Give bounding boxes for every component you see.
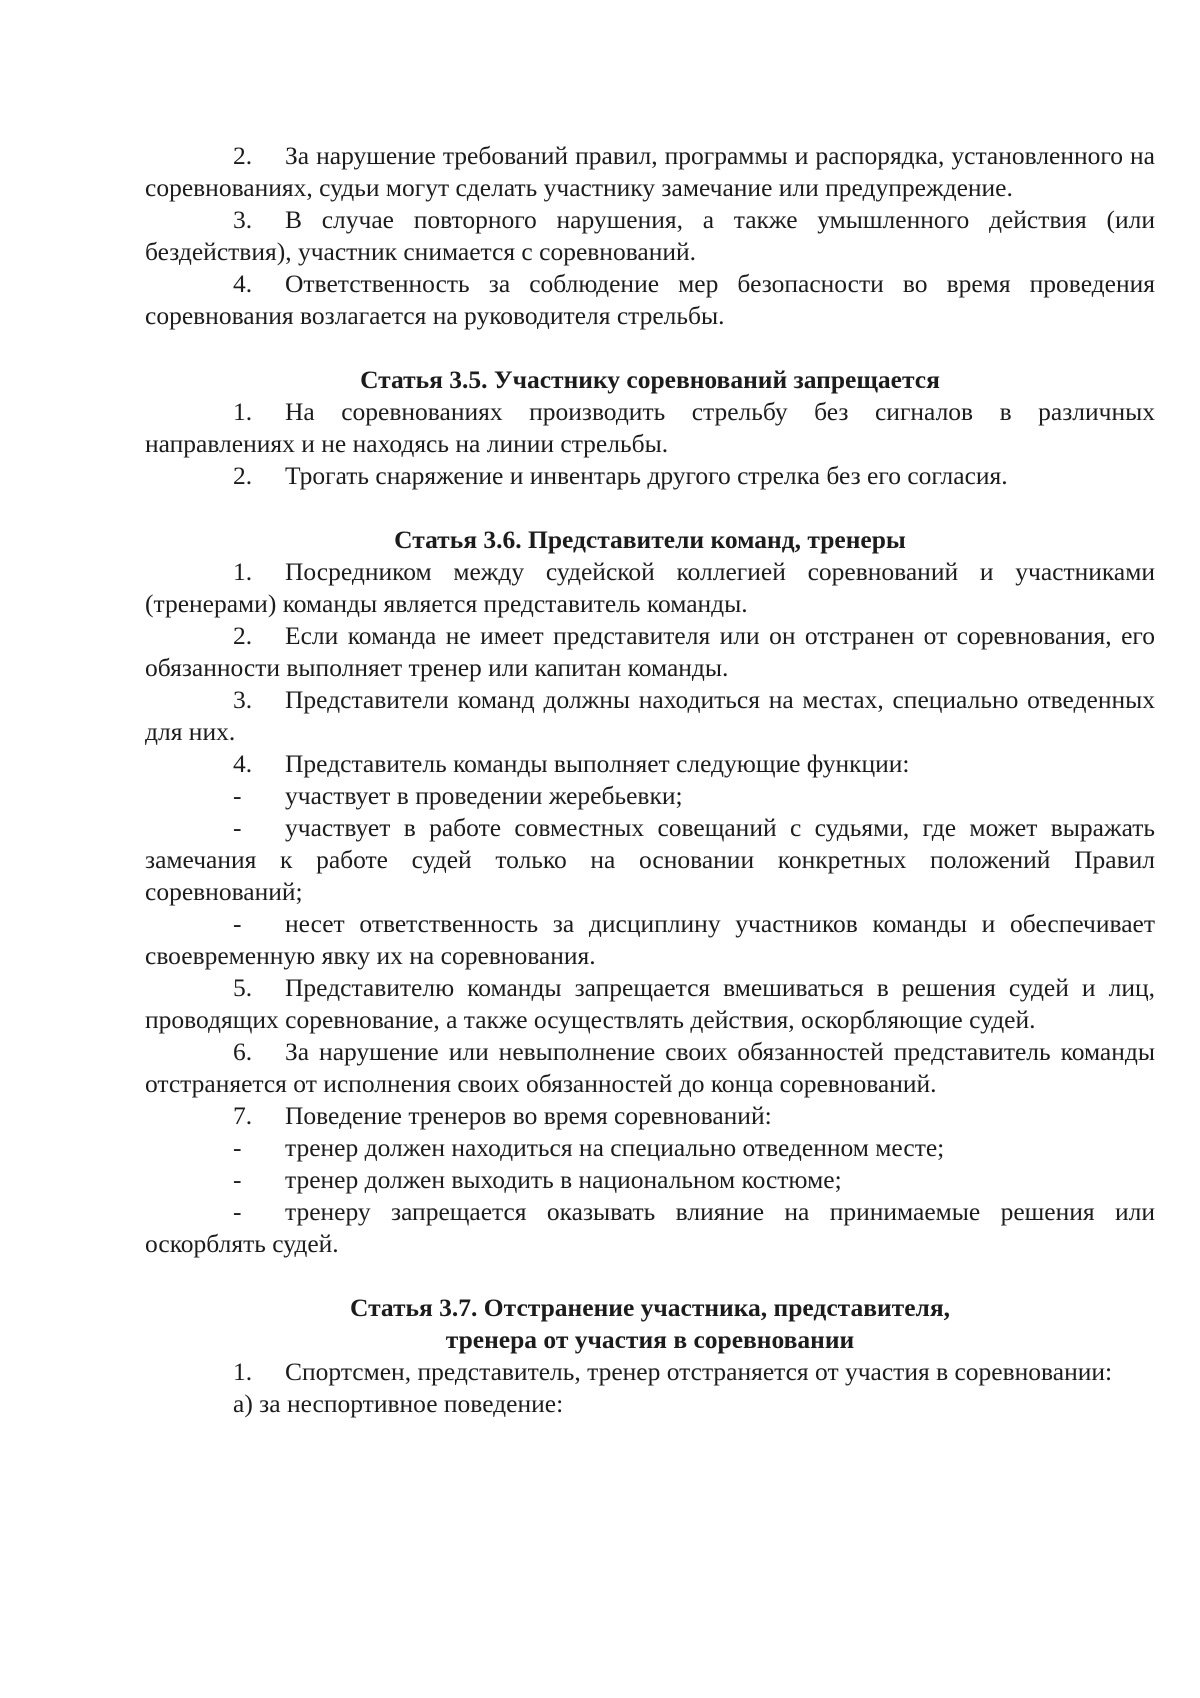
item-text: Ответственность за соблюдение мер безопасности во время проведения соревнования возлагается на руководителя стрельбы. xyxy=(145,269,1155,330)
paragraph-item xyxy=(145,556,1155,620)
item-text: тренер должен находиться на специально отведенном месте; xyxy=(285,1133,945,1162)
article-3-7-heading-line-1: Статья 3.7. Отстранение участника, представителя, xyxy=(349,1293,951,1322)
document-page xyxy=(145,140,1155,1420)
bullet-dash: - xyxy=(233,813,242,842)
item-text: тренеру запрещается оказывать влияние на принимаемые решения или оскорблять судей. xyxy=(145,1197,1155,1258)
item-text: За нарушение или невыполнение своих обязанностей представитель команды отстраняется от исполнения своих обязанностей до конца соревнований. xyxy=(145,1037,1155,1098)
spacer xyxy=(145,1260,1155,1292)
item-number: 5. xyxy=(233,973,253,1002)
paragraph-item xyxy=(145,460,1155,492)
item-text: тренер должен выходить в национальном костюме; xyxy=(285,1165,842,1194)
item-text: участвует в проведении жеребьевки; xyxy=(285,781,683,810)
paragraph-item xyxy=(145,972,1155,1036)
item-number: 1. xyxy=(233,557,253,586)
item-number: 3. xyxy=(233,685,253,714)
item-number: 4. xyxy=(233,749,253,778)
item-number: 2. xyxy=(233,141,253,170)
bullet-dash: - xyxy=(233,1165,242,1194)
article-3-6-heading: Статья 3.6. Представители команд, тренеры xyxy=(394,525,906,554)
paragraph-item xyxy=(145,1036,1155,1100)
spacer xyxy=(145,332,1155,364)
paragraph-item xyxy=(145,396,1155,460)
item-text: Представителю команды запрещается вмешиваться в решения судей и лиц, проводящих соревнование, а также осуществлять действия, оскорбляющие судей. xyxy=(145,973,1155,1034)
item-text: несет ответственность за дисциплину участников команды и обеспечивает своевременную явку их на соревнования. xyxy=(145,909,1155,970)
article-3-5-heading: Статья 3.5. Участнику соревнований запрещается xyxy=(360,365,940,394)
item-text: участвует в работе совместных совещаний с судьями, где может выражать замечания к работе судей только на основании конкретных положений Правил соревнований; xyxy=(145,813,1155,906)
paragraph-item xyxy=(145,204,1155,268)
item-text: Представитель команды выполняет следующие функции: xyxy=(285,749,910,778)
paragraph-item xyxy=(145,140,1155,204)
sub-item: а) за неспортивное поведение: xyxy=(233,1389,564,1418)
bullet-dash: - xyxy=(233,909,242,938)
item-number: 4. xyxy=(233,269,253,298)
item-number: 3. xyxy=(233,205,253,234)
article-3-7-heading-line-2: тренера от участия в соревновании xyxy=(445,1325,855,1354)
spacer xyxy=(145,492,1155,524)
bullet-item xyxy=(145,1164,1155,1196)
bullet-dash: - xyxy=(233,781,242,810)
item-text: На соревнованиях производить стрельбу без сигналов в различных направлениях и не находясь на линии стрельбы. xyxy=(145,397,1155,458)
bullet-item xyxy=(145,780,1155,812)
item-text: Представители команд должны находиться на местах, специально отведенных для них. xyxy=(145,685,1155,746)
item-text: Трогать снаряжение и инвентарь другого стрелка без его согласия. xyxy=(285,461,1008,490)
bullet-dash: - xyxy=(233,1133,242,1162)
item-text: Если команда не имеет представителя или он отстранен от соревнования, его обязанности выполняет тренер или капитан команды. xyxy=(145,621,1155,682)
paragraph-item xyxy=(145,684,1155,748)
bullet-item xyxy=(145,1196,1155,1260)
paragraph-item xyxy=(145,268,1155,332)
item-text: В случае повторного нарушения, а также умышленного действия (или бездействия), участник снимается с соревнований. xyxy=(145,205,1155,266)
item-number: 2. xyxy=(233,621,253,650)
paragraph-item xyxy=(145,748,1155,780)
item-number: 1. xyxy=(233,1357,253,1386)
bullet-item xyxy=(145,812,1155,908)
item-number: 2. xyxy=(233,461,253,490)
item-number: 6. xyxy=(233,1037,253,1066)
item-text: Поведение тренеров во время соревнований: xyxy=(285,1101,772,1130)
item-number: 1. xyxy=(233,397,253,426)
item-number: 7. xyxy=(233,1101,253,1130)
item-text: За нарушение требований правил, программы и распорядка, установленного на соревнованиях, судьи могут сделать участнику замечание или предупреждение. xyxy=(145,141,1155,202)
paragraph-item xyxy=(145,1100,1155,1132)
item-text: Спортсмен, представитель, тренер отстраняется от участия в соревновании: xyxy=(285,1357,1113,1386)
item-text: Посредником между судейской коллегией соревнований и участниками (тренерами) команды является представитель команды. xyxy=(145,557,1155,618)
bullet-dash: - xyxy=(233,1197,242,1226)
paragraph-item xyxy=(145,620,1155,684)
paragraph-item xyxy=(145,1356,1155,1388)
bullet-item xyxy=(145,1132,1155,1164)
bullet-item xyxy=(145,908,1155,972)
